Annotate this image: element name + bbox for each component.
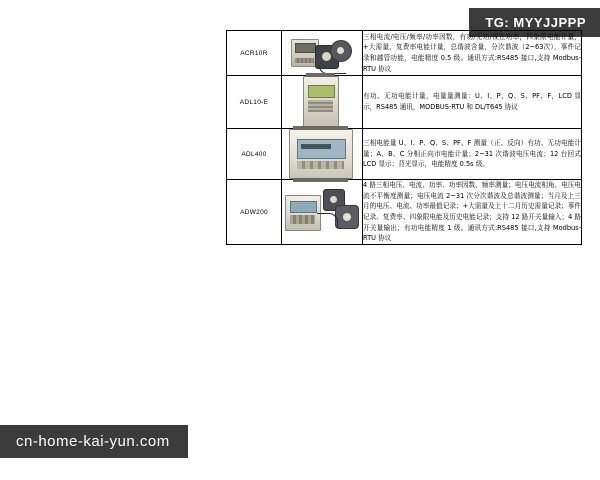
model-cell: ADL10-E (227, 76, 282, 129)
device-image-cell (282, 31, 363, 76)
table-row (227, 76, 582, 129)
product-spec-table (226, 30, 582, 245)
tg-badge: TG: MYYJJPPP (469, 8, 600, 37)
site-watermark: cn-home-kai-yun.com (0, 425, 188, 458)
current-transformer-ring-shape (330, 40, 352, 62)
description-cell: 三相电流/电压/频率/功率因数，有功/无功/视在功率，四象限电能计量，+大需量，复费率电能计量，总谐波含量，分次谐波（2~63次），事件记录和越管功能，电能精度 0.5 级。通讯方式:RS485 接口,支持 Modbus-RTU 协议 (363, 31, 582, 76)
adl400-illustration (289, 129, 353, 179)
device-image-cell (282, 76, 363, 129)
cable-shape (317, 213, 338, 228)
adl10e-illustration (303, 76, 339, 128)
terminal-block-top-shape (306, 73, 335, 77)
acr10r-device-photo (282, 31, 360, 75)
display-shape (308, 85, 335, 98)
device-image-cell (282, 129, 363, 180)
adl10e-device-photo (282, 76, 360, 128)
model-cell: ADW200 (227, 180, 282, 245)
description-cell: 三相电能量 U、I、P、Q、S、PF、F 测量（正、反向）有功、无功电能计量；A、B、C 分相正向市电能计量；2~31 次谐波电压电流；12 台回式 LCD 显示；背光显示，电能精度 0.5s 级。 (363, 129, 582, 180)
table-row (227, 31, 582, 76)
indicator-strip-shape (290, 215, 315, 224)
lcd-display-shape (290, 201, 317, 213)
lcd-display-shape (297, 139, 346, 159)
device-image-cell (282, 180, 363, 245)
terminal-block-bottom-shape (293, 178, 348, 182)
keypad-shape (308, 100, 333, 112)
adw200-illustration (283, 183, 359, 241)
acr10r-illustration (285, 31, 357, 75)
adl400-device-photo (282, 129, 360, 179)
current-transformer-shape (335, 205, 359, 229)
description-cell: 有功、无功电能计量，电量量测量：U、I、P、Q、S、PF、F，LCD 显示，RS485 通讯，MODBUS-RTU 和 DL/T645 协议 (363, 76, 582, 129)
table-row (227, 129, 582, 180)
adw200-device-photo (282, 183, 360, 241)
model-cell: ADL400 (227, 129, 282, 180)
meter-body-shape (285, 195, 321, 231)
description-cell: 4 路三相电压、电流、功率、功率因数、频率测量；电压电流相角、电压电流不平衡度测量；电压电流 2~31 次分次谐波及总谐波测量；当月及上三月的电压、电流、功率最值记录；+大需量及上十二月历史需量记录；事件记录、复费率、四象限电能及历史电能记录；支持 12 路开关量输入；4 路开关量输出；有功电能精度 1 级。通讯方式:RS485 接口,支持 Modbus-RTU 协议 (363, 180, 582, 245)
terminal-block-top-shape (293, 126, 348, 130)
model-cell: ACR10R (227, 31, 282, 76)
keypad-shape (297, 161, 344, 169)
table-row (227, 180, 582, 245)
